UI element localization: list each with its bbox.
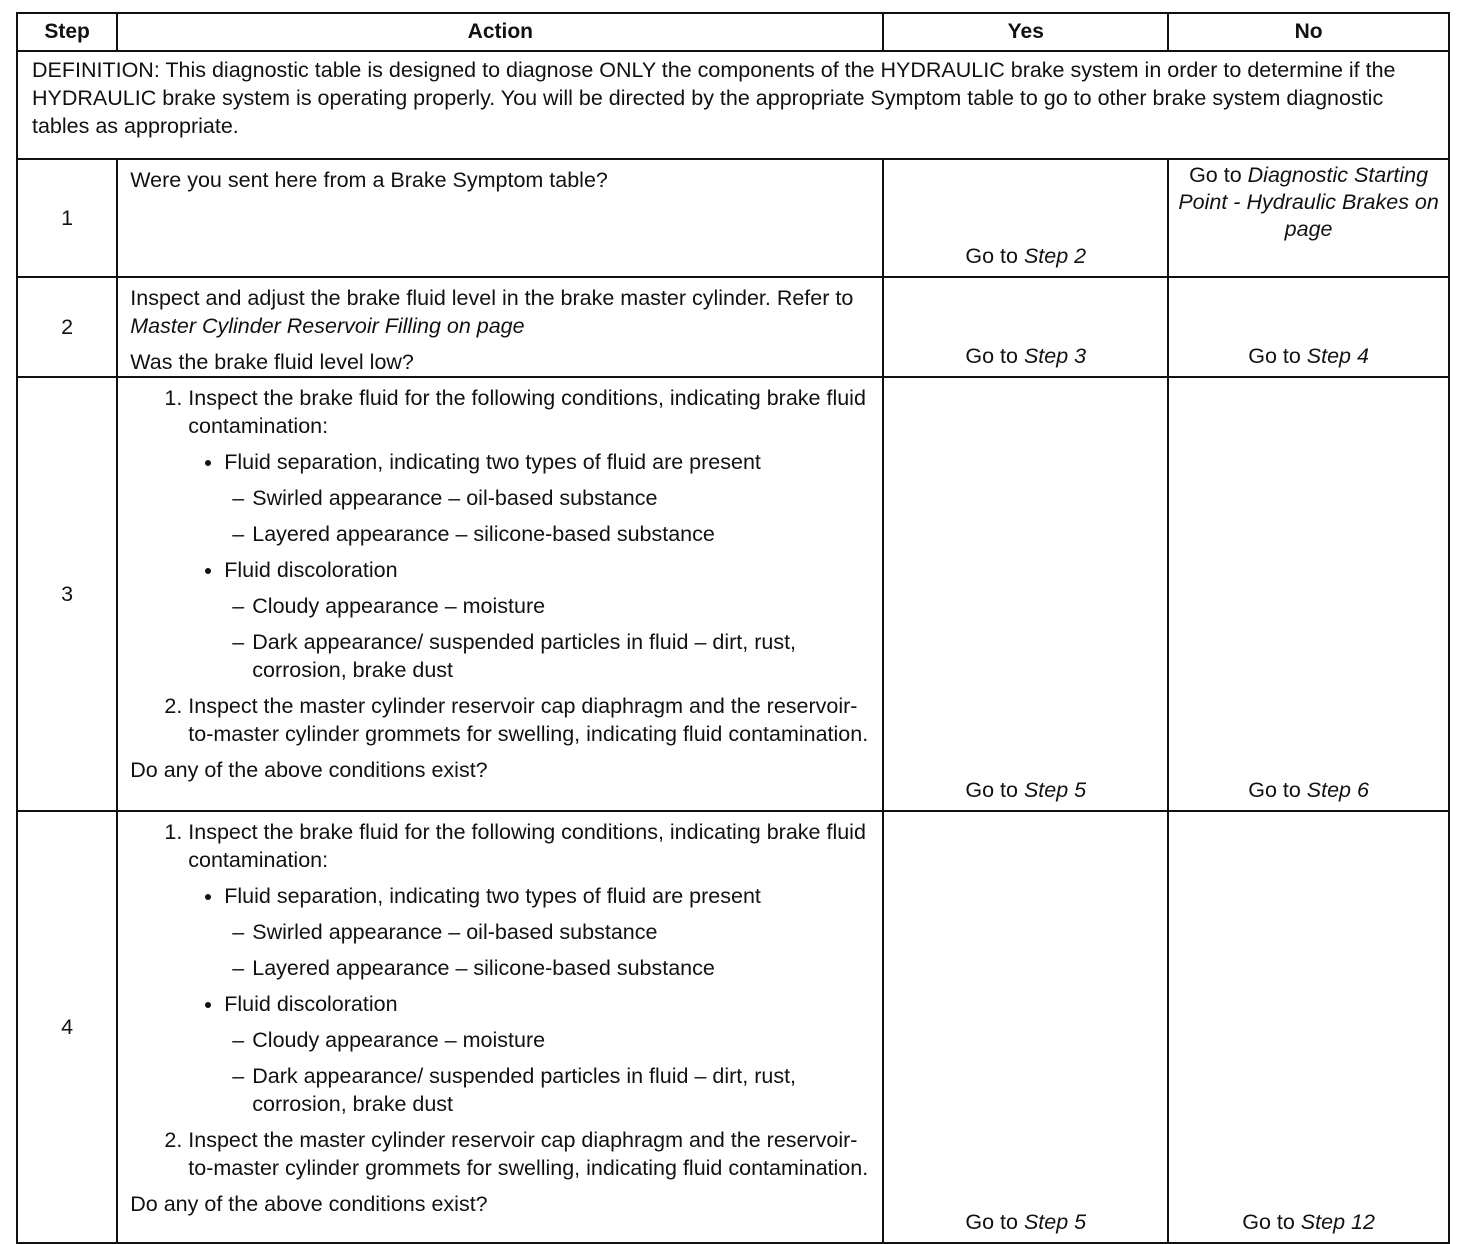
yes-cell [883,277,1168,377]
no-cell [1168,159,1449,277]
table-row [17,277,1449,377]
list-item: – Dark appearance/ suspended particles in fluid – dirt, rust, corrosion, brake dust [252,628,872,684]
item-text: Fluid separation, indicating two types of fluid are present [224,884,761,908]
action-cell [117,811,883,1243]
yes-result[interactable] [884,242,1167,270]
list-item [224,882,872,982]
list-item: – Cloudy appearance – moisture [252,1026,872,1054]
question-text: Were you sent here from a Brake Symptom table? [130,168,608,192]
result-prefix: Go to [965,344,1024,368]
no-cell [1168,277,1449,377]
action-cell [117,159,883,277]
list-item [224,556,872,684]
item-text: Fluid discoloration [224,992,398,1016]
list-item: – Swirled appearance – oil-based substance [252,918,872,946]
step-number: 4 [17,811,117,1243]
question-text: Do any of the above conditions exist? [130,758,488,782]
instruction-body: Inspect and adjust the brake fluid level in the brake master cylinder. Refer to [130,286,854,310]
list-item: – Layered appearance – silicone-based substance [252,520,872,548]
bullet-list [188,448,872,684]
header-no: No [1168,13,1449,51]
header-action: Action [117,13,883,51]
list-item: – Dark appearance/ suspended particles in fluid – dirt, rust, corrosion, brake dust [252,1062,872,1118]
definition-row [17,51,1449,159]
result-ref-link[interactable]: Diagnostic Starting Point - Hydraulic Brakes on page [1178,163,1439,241]
result-prefix: Go to [1248,344,1307,368]
result-ref-link[interactable]: Step 3 [1023,344,1087,368]
result-prefix: Go to [1248,778,1307,802]
step-number: 1 [17,159,117,277]
item-text: Inspect the brake fluid for the following conditions, indicating brake fluid contamination: [188,386,866,438]
list-item: – Cloudy appearance – moisture [252,592,872,620]
result-prefix: Go to [965,1210,1024,1234]
no-cell [1168,811,1449,1243]
no-result[interactable] [1169,776,1448,804]
header-step: Step [17,13,117,51]
dash-list [224,918,872,982]
result-ref-link[interactable]: Step 6 [1306,778,1369,802]
dash-list [224,484,872,548]
instruction-text [130,284,872,340]
list-item: 2. Inspect the master cylinder reservoir cap diaphragm and the reservoir-to-master cylinder grommets for swelling, indicating fluid contamination. [188,1126,872,1182]
item-text: Fluid discoloration [224,558,398,582]
table-row [17,159,1449,277]
result-ref-link[interactable]: Step 5 [1023,1210,1087,1234]
definition-text: DEFINITION: This diagnostic table is designed to diagnose ONLY the components of the HYDRAULIC brake system in order to determine if the HYDRAULIC brake system is operating properly. You will be directed by the appropriate Symptom table to go to other brake system diagnostic tables as appropriate. [17,51,1449,159]
result-prefix: Go to [965,244,1024,268]
step-number: 3 [17,377,117,811]
question-text: Do any of the above conditions exist? [130,1192,488,1216]
table-row [17,377,1449,811]
list-item [224,448,872,548]
action-cell [117,377,883,811]
header-row [17,13,1449,51]
list-item: – Swirled appearance – oil-based substance [252,484,872,512]
result-prefix: Go to [1189,163,1248,187]
no-result[interactable] [1169,160,1448,243]
yes-cell [883,811,1168,1243]
diagnostic-table [16,12,1450,1244]
no-cell [1168,377,1449,811]
item-text: Inspect the brake fluid for the following conditions, indicating brake fluid contamination: [188,820,866,872]
no-result[interactable] [1169,342,1448,370]
result-ref-link[interactable]: Step 4 [1306,344,1369,368]
list-item [188,818,872,1118]
yes-cell [883,159,1168,277]
result-ref-link[interactable]: Step 5 [1023,778,1087,802]
table-row [17,811,1449,1243]
result-ref-link[interactable]: Step 2 [1023,244,1087,268]
result-prefix: Go to [965,778,1024,802]
header-yes: Yes [883,13,1168,51]
yes-result[interactable] [884,1208,1167,1236]
item-text: Fluid separation, indicating two types of fluid are present [224,450,761,474]
yes-result[interactable] [884,342,1167,370]
no-result[interactable] [1169,1208,1448,1236]
list-item: 2. Inspect the master cylinder reservoir cap diaphragm and the reservoir-to-master cylinder grommets for swelling, indicating fluid contamination. [188,692,872,748]
yes-cell [883,377,1168,811]
bullet-list [188,882,872,1118]
yes-result[interactable] [884,776,1167,804]
step-number: 2 [17,277,117,377]
action-cell [117,277,883,377]
instruction-ref-link[interactable]: Master Cylinder Reservoir Filling on page [130,314,525,338]
numbered-list [130,384,872,748]
dash-list [224,1026,872,1118]
question-text: Was the brake fluid level low? [130,350,414,374]
result-ref-link[interactable]: Step 12 [1300,1210,1375,1234]
dash-list [224,592,872,684]
numbered-list [130,818,872,1182]
list-item: – Layered appearance – silicone-based substance [252,954,872,982]
list-item [188,384,872,684]
list-item [224,990,872,1118]
result-prefix: Go to [1242,1210,1301,1234]
